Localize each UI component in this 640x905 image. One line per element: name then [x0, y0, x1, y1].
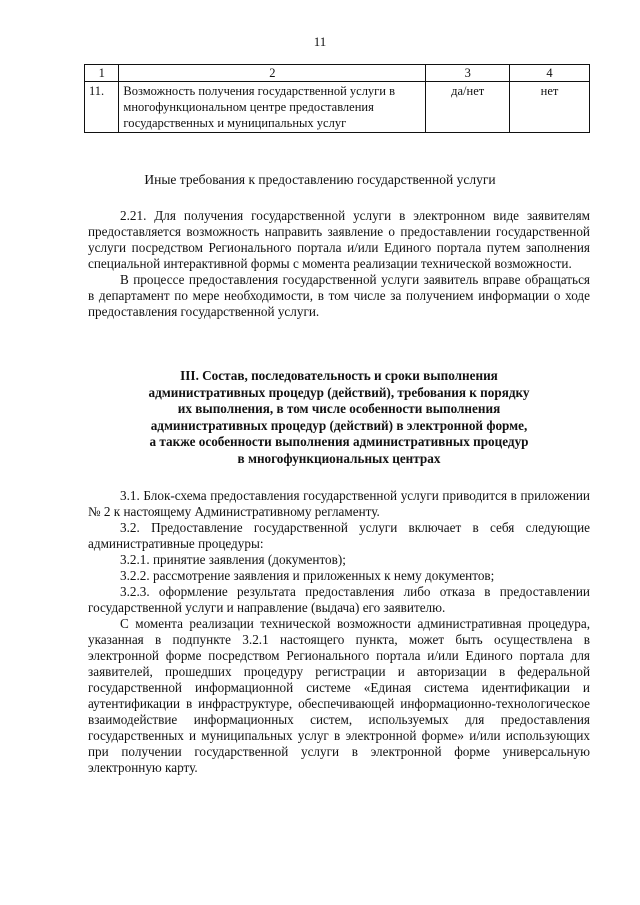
- paragraph: В процессе предоставления государственной услуги заявитель вправе обращаться в департамент по мере необходимости, в том числе за получением информации о ходе предоставления государственной услуги.: [88, 272, 590, 319]
- section-3-body: [88, 488, 590, 776]
- section-2-body: [88, 208, 590, 320]
- paragraph: С момента реализации технической возможности административная процедура, указанная в подпункте 3.2.1 настоящего пункта, может быть осуществлена в электронной форме посредством Регионального портала и/или Единого портала для заявителей, прошедших процедуру регистрации и авторизации в федеральной государственной информационной системе «Единая система идентификации и аутентификации в инфраструктуре, обеспечивающей информационно-технологическое взаимодействие информационных систем, используемых для предоставления государственных и муниципальных услуг в электронной форме» и/или использующих при получении государственной услуги в электронной форме универсальную электронную карту.: [88, 616, 590, 775]
- table-row: [85, 82, 590, 133]
- section-heading-line: их выполнения, в том числе особенности выполнения: [177, 401, 501, 417]
- row-number: 11.: [85, 82, 119, 133]
- table-header-cell: 3: [426, 65, 510, 82]
- paragraph: 3.2.2. рассмотрение заявления и приложенных к нему документов;: [120, 568, 495, 583]
- row-text: Возможность получения государственной услуги в многофункциональном центре предоставления государственных и муниципальных услуг: [119, 82, 426, 133]
- section-heading: [88, 368, 590, 468]
- paragraph: 3.2.1. принятие заявления (документов);: [120, 552, 346, 567]
- paragraph: 3.2.3. оформление результата предоставления либо отказа в предоставлении государственной услуги и направление (выдача) его заявителю.: [88, 584, 590, 615]
- row-col4: нет: [510, 82, 590, 133]
- table-header-cell: 2: [119, 65, 426, 82]
- table-header-row: [85, 65, 590, 82]
- section-heading-line: в многофункциональных центрах: [237, 450, 441, 466]
- section-heading-line: административных процедур (действий) в электронной форме,: [150, 417, 528, 433]
- subheading: Иные требования к предоставлению государственной услуги: [144, 172, 496, 187]
- paragraph: 2.21. Для получения государственной услуги в электронном виде заявителям предоставляется возможность направить заявление о предоставлении государственной услуги посредством Регионального портала и/или Единого портала путем заполнения специальной интерактивной формы с момента реализации технической возможности.: [88, 208, 590, 271]
- requirements-table: [84, 64, 590, 133]
- page-number: 11: [313, 34, 327, 49]
- table-header-cell: 1: [85, 65, 119, 82]
- paragraph: 3.1. Блок-схема предоставления государственной услуги приводится в приложении № 2 к настоящему Административному регламенту.: [88, 488, 590, 519]
- table-header-cell: 4: [510, 65, 590, 82]
- section-heading-line: а также особенности выполнения административных процедур: [149, 434, 529, 450]
- row-col3: да/нет: [426, 82, 510, 133]
- section-heading-line: III. Состав, последовательность и сроки выполнения: [180, 368, 498, 383]
- section-heading-line: административных процедур (действий), требования к порядку: [148, 384, 530, 400]
- paragraph: 3.2. Предоставление государственной услуги включает в себя следующие административные процедуры:: [88, 520, 590, 551]
